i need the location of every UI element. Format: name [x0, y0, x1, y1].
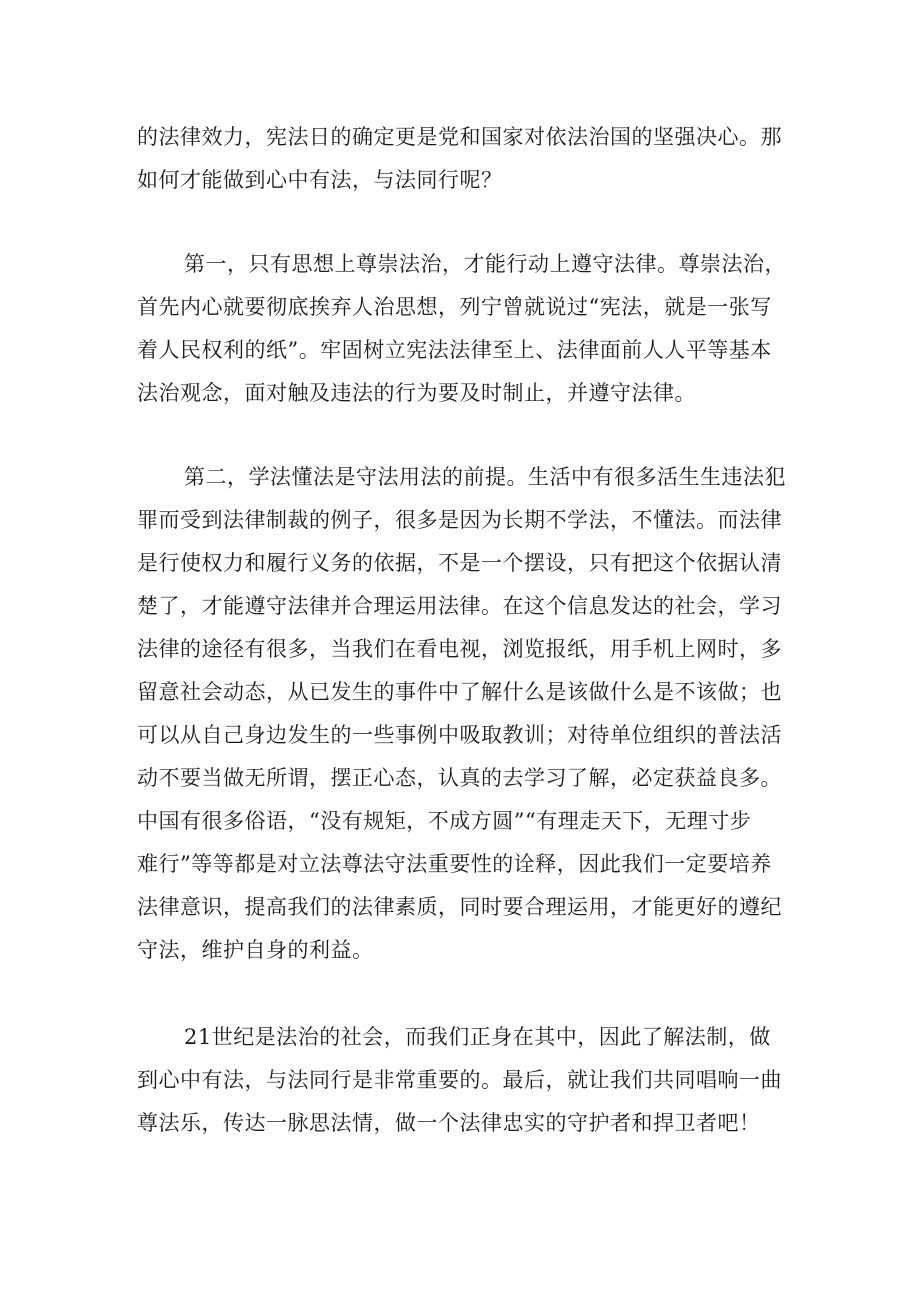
- text-line: 罪而受到法律制裁的例子，很多是因为长期不学法，不懂法。而法律: [137, 508, 782, 532]
- paragraph-first-point: [137, 243, 797, 415]
- text-line: 法律意识，提高我们的法律素质，同时要合理运用，才能更好的遵纪: [137, 895, 782, 919]
- text-line: 的法律效力，宪法日的确定更是党和国家对依法治国的坚强决心。那: [137, 125, 782, 149]
- text-line: 首先内心就要彻底挨弃人治思想，列宁曾就说过“宪法，就是一张写: [137, 295, 772, 319]
- paragraph-conclusion: [137, 1016, 797, 1145]
- text-line: 楚了，才能遵守法律并合理运用法律。在这个信息发达的社会，学习: [137, 594, 782, 618]
- text-line: 留意社会动态，从已发生的事件中了解什么是该做什么是不该做；也: [137, 680, 782, 704]
- text-line: 第二，学法懂法是守法用法的前提。生活中有很多活生生违法犯: [184, 465, 786, 489]
- text-line: 法律的途径有很多，当我们在看电视，浏览报纸，用手机上网时，多: [137, 637, 782, 661]
- text-line: 21世纪是法治的社会，而我们正身在其中，因此了解法制，做: [184, 1025, 771, 1049]
- paragraph-intro-continuation: [137, 116, 797, 202]
- text-line: 第一，只有思想上尊崇法治，才能行动上遵守法律。尊崇法治，: [184, 252, 786, 276]
- text-line: 难行”等等都是对立法尊法守法重要性的诠释，因此我们一定要培养: [137, 852, 772, 876]
- text-line: 动不要当做无所谓，摆正心态，认真的去学习了解，必定获益良多。: [137, 766, 782, 790]
- text-line: 到心中有法，与法同行是非常重要的。最后，就让我们共同唱响一曲: [137, 1068, 782, 1092]
- text-line: 着人民权利的纸”。牢固树立宪法法律至上、法律面前人人平等基本: [137, 338, 772, 362]
- text-line: 是行使权力和履行义务的依据，不是一个摆设，只有把这个依据认清: [137, 551, 782, 575]
- text-line: 中国有很多俗语，“没有规矩，不成方圆”“有理走天下，无理寸步: [137, 809, 752, 833]
- text-line: 如何才能做到心中有法，与法同行呢？: [137, 168, 503, 192]
- text-line: 尊法乐，传达一脉思法情，做一个法律忠实的守护者和捍卫者吧！: [137, 1111, 761, 1135]
- paragraph-second-point: [137, 456, 797, 972]
- text-line: 可以从自己身边发生的一些事例中吸取教训；对待单位组织的普法活: [137, 723, 782, 747]
- text-line: 守法，维护自身的利益。: [137, 938, 374, 962]
- text-line: 法治观念，面对触及违法的行为要及时制止，并遵守法律。: [137, 381, 696, 405]
